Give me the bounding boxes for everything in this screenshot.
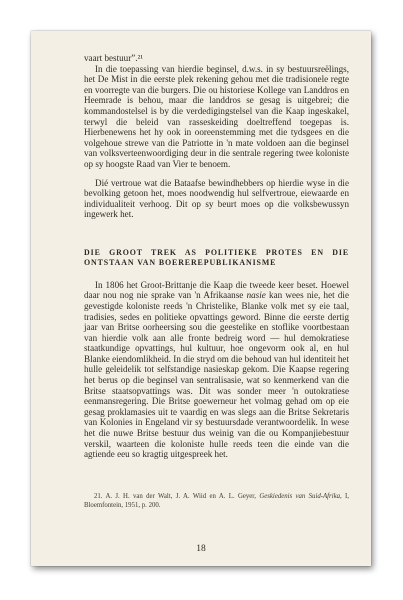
page-body [84, 53, 349, 460]
paragraph-text-rest: kan wees nie, het die gevestigde koloniste reeds 'n Christelike, Blanke volk met sy eie taal, tradisies, sedes en politieke opvattings geword. Binne die eerste dertig jaar van Britse oorheersing sou die geestelike en stoflike voortbestaan van hierdie volk aan alle fronte bedreig word — hul demokratiese staatkundige opvattings, hul kultuur, hoe ongevorm ook al, en hul Blanke eiendomlikheid. In die stryd om die behoud van hul identiteit het hulle geleidelik tot selfstandige nasieskap gekom. Die Kaapse regering het berus op die beginsel van sentralisasie, wat so kenmerkend van die Britse staatsopvattings was. Dit was sonder meer 'n outokratiese eenmansregering. Die Britse goewerneur het volmag gehad om op eie gesag proklamasies uit te vaardig en was slegs aan die Britse Sekretaris van Kolonies in Engeland vir sy bestuursdade verantwoordelik. In wese het die nuwe Britse bestuur dus weinig van die ou Kompanjiebestuur verskil, waarteen die koloniste hulle reeds teen die einde van die agtiende eeu so kragtig uitgespreek het. [84, 290, 349, 460]
footnote-authors: 21. A. J. H. van der Walt, J. A. Wiid en A. L. Geyer, [94, 493, 260, 500]
footnote-book-title: Geskiedenis van Suid-Afrika [259, 493, 340, 500]
footnote-publication: , I, Bloemfontein, 1951, p. 200. [84, 493, 349, 510]
footnote [84, 492, 349, 510]
paragraph-groot-brittanje [84, 280, 349, 460]
italic-term-nasie: nasie [246, 290, 266, 301]
paragraph-continuation: vaart bestuurˮ.²¹ [84, 53, 143, 63]
book-page [31, 31, 371, 566]
page-number: 18 [196, 544, 206, 554]
paragraph-bataafse: Dié vertroue wat die Bataafse bewindhebbers op hierdie wyse in die bevolking getoon het, moes noodwendig hul selfvertroue, eiewaarde en individualiteit verhoog. Dit op sy beurt moes op die volksbewussyn ingewerk het. [84, 177, 349, 220]
paragraph-de-mist: In die toepassing van hierdie beginsel, d.w.s. in sy bestuursreëlings, het De Mist in die eerste plek rekening gehou met die tradisionele regte en voorregte van die burgers. Die ou historiese Kollege van Landdros en Heemrade is behou, maar die landdros se gesag is uitgebrei; die kommandostelsel is by die verdedigingstelsel van die Kaap ingeskakel, terwyl die beleid van rasseskeiding doeltreffend toegepas is. Hierbenewens het hy ook in ooreenstemming met die tydsgees en die volgehoue strewe van die Patriotte in 'n mate voldoen aan die beginsel van volksverteenwoordiging deur in die sentrale regering twee koloniste op sy hoogste Raad van Vier te benoem. [84, 63, 349, 169]
paragraph-text-start: In 1806 het Groot-Brittanje die Kaap die tweede keer beset. Hoewel daar nou nog nie sprake van 'n Afrikaanse [84, 279, 349, 301]
section-heading: DIE GROOT TREK AS POLITIEKE PROTES EN DIE ONTSTAAN VAN BOEREREPUBLIKANISME [84, 247, 349, 268]
